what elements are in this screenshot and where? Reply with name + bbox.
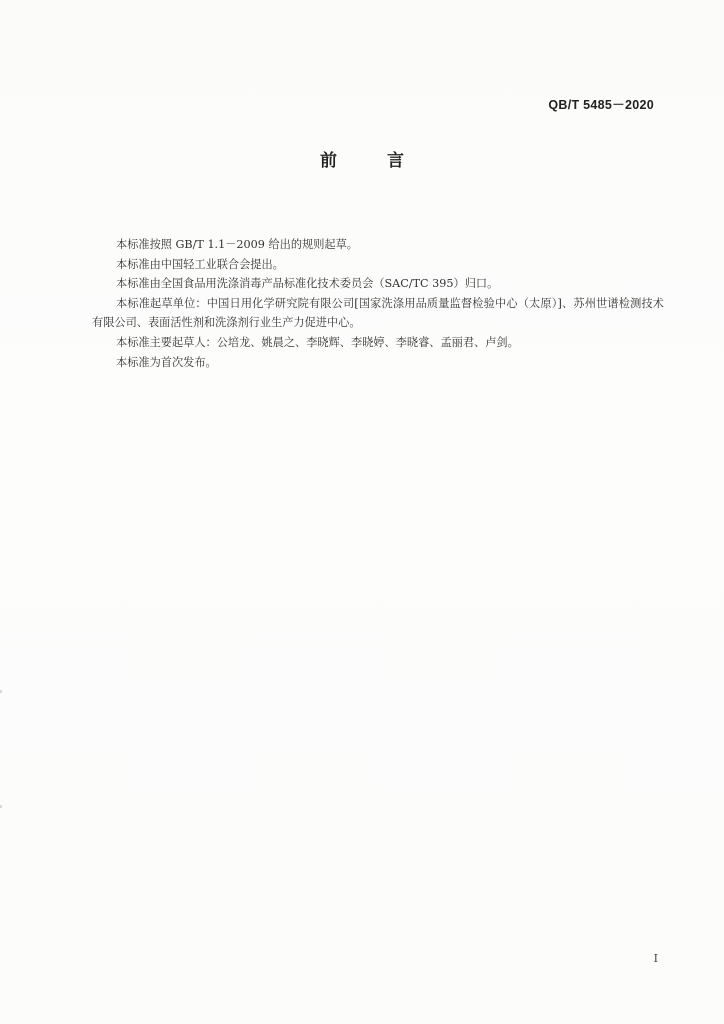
- paragraph-technical-committee: 本标准由全国食品用洗涤消毒产品标准化技术委员会（SAC/TC 395）归口。: [116, 277, 499, 291]
- paragraph-main-drafters: 本标准主要起草人：公培龙、姚晨之、李晓辉、李晓婷、李晓睿、孟丽君、卢剑。: [116, 335, 519, 349]
- standard-code: QB/T 5485－2020: [548, 98, 654, 112]
- paragraph-proposer: 本标准由中国轻工业联合会提出。: [116, 257, 284, 271]
- paragraph-first-release: 本标准为首次发布。: [116, 355, 217, 369]
- paragraph-drafting-rules: 本标准按照 GB/T 1.1－2009 给出的规则起草。: [116, 238, 358, 251]
- paragraph-drafting-units: 本标准起草单位：中国日用化学研究院有限公司[国家洗涤用品质量监督检验中心（太原）]、苏州世谱检测技术有限公司、表面活性剂和洗涤剂行业生产力促进中心。: [92, 296, 664, 330]
- foreword-body: [92, 235, 664, 372]
- scan-edge-mark: [0, 690, 2, 693]
- scan-edge-mark: [0, 805, 2, 808]
- page-number: I: [653, 952, 658, 965]
- page-title: 前 言: [320, 151, 426, 171]
